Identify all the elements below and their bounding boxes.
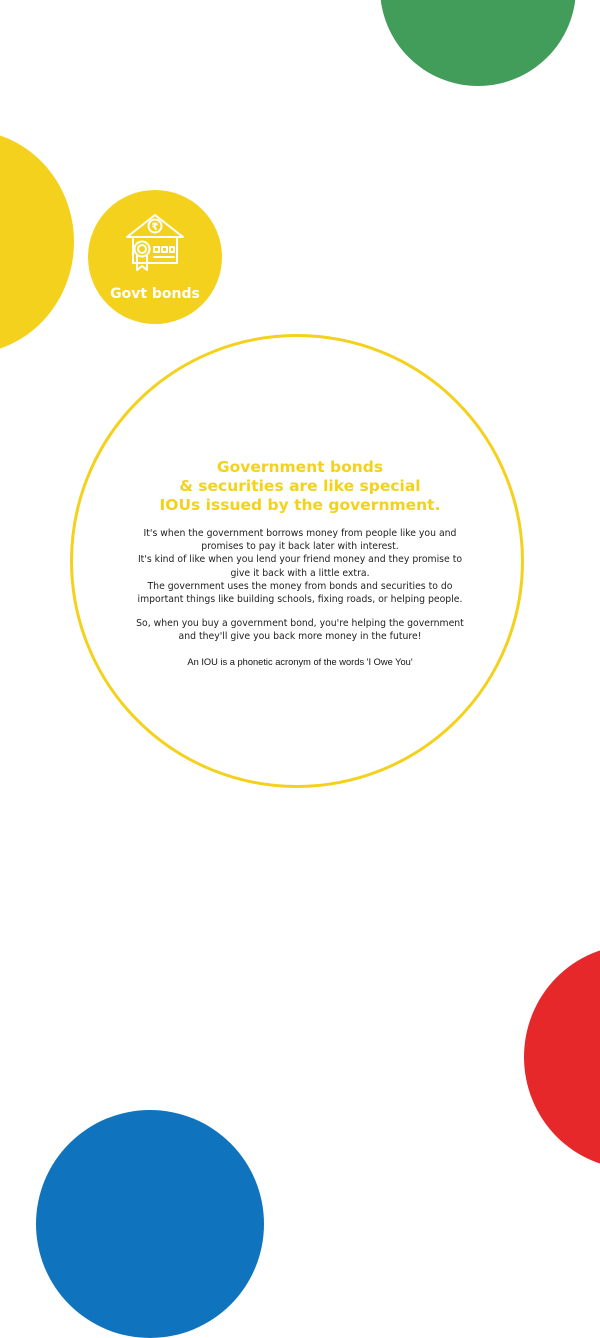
iou-footnote: An IOU is a phonetic acronym of the words 'I Owe You' xyxy=(187,656,413,667)
red-decorative-circle xyxy=(524,945,600,1169)
badge-label: Govt bonds xyxy=(110,286,200,302)
govt-bonds-badge xyxy=(88,190,222,324)
yellow-decorative-circle xyxy=(0,130,74,354)
info-content xyxy=(126,458,474,669)
svg-text:₹: ₹ xyxy=(151,221,159,233)
paragraph-line: So, when you buy a government bond, you're helping the government xyxy=(136,618,464,630)
green-decorative-circle xyxy=(380,0,576,86)
explanation-paragraph xyxy=(126,527,474,606)
headline xyxy=(126,458,474,515)
headline-line-2: & securities are like special xyxy=(179,477,421,495)
paragraph-line: give it back with a little extra. xyxy=(230,567,370,579)
headline-line-3: IOUs issued by the government. xyxy=(159,496,441,514)
paragraph-line: important things like building schools, fixing roads, or helping people. xyxy=(137,594,463,606)
headline-line-1: Government bonds xyxy=(216,458,384,476)
bond-certificate-icon xyxy=(122,210,188,276)
paragraph-line: The government uses the money from bonds and securities to do xyxy=(147,580,453,592)
paragraph-line: It's kind of like when you lend your friend money and they promise to xyxy=(137,554,463,566)
paragraph-line: promises to pay it back later with interest. xyxy=(201,541,399,553)
paragraph-line: and they'll give you back more money in the future! xyxy=(178,631,422,643)
paragraph-line: It's when the government borrows money from people like you and xyxy=(143,528,457,539)
summary-paragraph xyxy=(126,617,474,643)
blue-decorative-circle xyxy=(36,1110,264,1338)
